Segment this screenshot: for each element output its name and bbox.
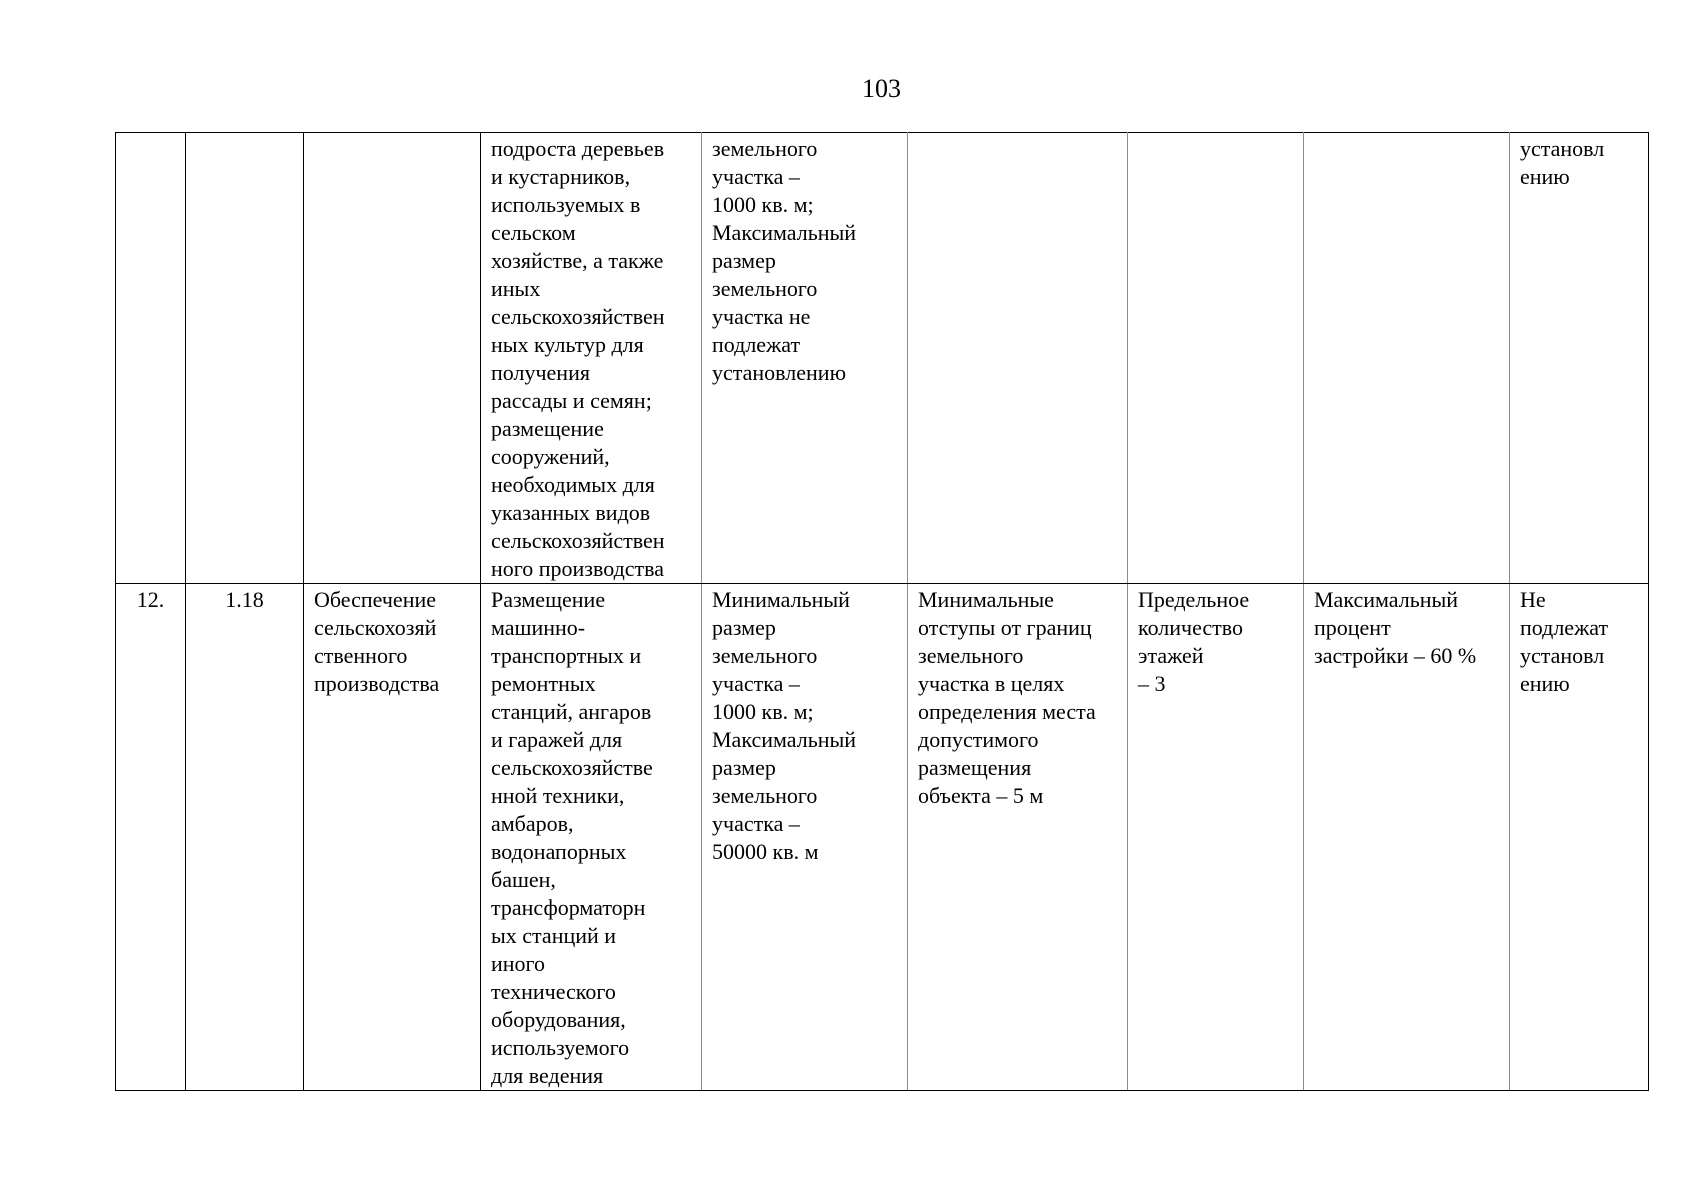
table-row <box>116 133 1649 584</box>
cell-use-description: Размещение машинно- транспортных и ремонтных станций, ангаров и гаражей для сельскохозяйстве нной техники, амбаров, водонапорных башен, трансформаторн ых станций и иного технического оборудования, используемого для ведения <box>481 584 702 1091</box>
cell-floors: Предельное количество этажей – 3 <box>1128 584 1304 1091</box>
cell-code <box>186 133 304 584</box>
cell-setbacks <box>908 133 1128 584</box>
land-use-table <box>115 132 1649 1091</box>
table-row <box>116 584 1649 1091</box>
page-number: 103 <box>862 74 901 103</box>
cell-number <box>116 133 186 584</box>
cell-use-name: Обеспечение сельскохозяй ственного производства <box>304 584 481 1091</box>
cell-other: Не подлежат установл ению <box>1510 584 1649 1091</box>
cell-use-description: подроста деревьев и кустарников, используемых в сельском хозяйстве, а также иных сельскохозяйствен ных культур для получения рассады и семян; размещение сооружений, необходимых для указанных видов сельскохозяйствен ного производства <box>481 133 702 584</box>
cell-floors <box>1128 133 1304 584</box>
cell-plot-size: Минимальный размер земельного участка – 1000 кв. м; Максимальный размер земельного участка – 50000 кв. м <box>702 584 908 1091</box>
cell-coverage <box>1304 133 1510 584</box>
cell-plot-size: земельного участка – 1000 кв. м; Максимальный размер земельного участка не подлежат установлению <box>702 133 908 584</box>
cell-use-name <box>304 133 481 584</box>
cell-coverage: Максимальный процент застройки – 60 % <box>1304 584 1510 1091</box>
cell-other: установл ению <box>1510 133 1649 584</box>
cell-number: 12. <box>116 584 186 1091</box>
cell-setbacks: Минимальные отступы от границ земельного участка в целях определения места допустимого размещения объекта – 5 м <box>908 584 1128 1091</box>
cell-code: 1.18 <box>186 584 304 1091</box>
